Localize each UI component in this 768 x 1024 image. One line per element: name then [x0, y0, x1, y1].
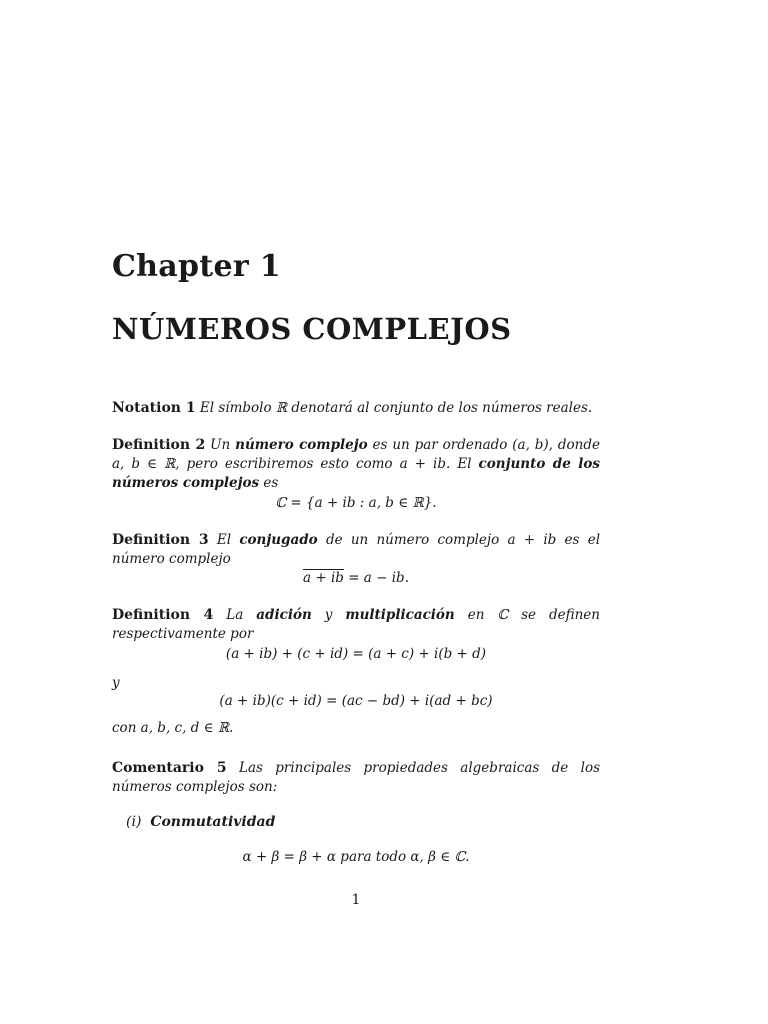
property-item-1-title: Conmutatividad: [150, 814, 276, 830]
definition-3-label: Definition 3: [112, 532, 209, 548]
definition-2-equation: ℂ = {a + ib : a, b ∈ ℝ}.: [275, 495, 437, 511]
definition-4-tail: con a, b, c, d ∈ ℝ.: [112, 720, 234, 736]
definition-3-term: conjugado: [239, 532, 318, 548]
notation-1-text: El símbolo ℝ denotará al conjunto de los números reales.: [199, 400, 593, 416]
definition-4-text-3: en ℂ se definen respectivamente por: [112, 607, 600, 642]
addition-equation: (a + ib) + (c + id) = (a + c) + i(b + d): [225, 646, 487, 662]
definition-4-label: Definition 4: [112, 607, 214, 623]
definition-4-text-1: La: [226, 607, 257, 623]
definition-2-label: Definition 2: [112, 437, 206, 453]
commutativity-equation: α + β = β + α para todo α, β ∈ ℂ.: [242, 849, 470, 865]
property-item-1: [126, 814, 275, 830]
definition-2-text-2: es un par ordenado (a, b), donde a, b ∈ ℝ, pero escribiremos esto como a + ib. El: [112, 437, 600, 472]
definition-4-text-2: y: [311, 607, 346, 623]
definition-2-text-3: es: [259, 475, 279, 491]
notation-1: [112, 399, 600, 418]
conjugate-expression: a + ib: [303, 570, 344, 586]
comentario-5: [112, 759, 600, 797]
definition-2-term-1: número complejo: [235, 437, 368, 453]
chapter-title: NÚMEROS COMPLEJOS: [112, 312, 512, 346]
conjugate-result: = a − ib.: [343, 570, 409, 586]
definition-3-text-2: de un número complejo a + ib es el número complejo: [112, 532, 601, 567]
definition-3-text-1: El: [216, 532, 240, 548]
definition-3: [112, 531, 600, 569]
document-page: [112, 0, 600, 1024]
comentario-5-text: Las principales propiedades algebraicas de los números complejos son:: [112, 760, 600, 795]
multiplication-equation: (a + ib)(c + id) = (ac − bd) + i(ad + bc): [219, 693, 493, 709]
chapter-number: Chapter 1: [112, 249, 281, 284]
definition-3-equation: [112, 570, 600, 586]
notation-1-label: Notation 1: [112, 400, 196, 416]
definition-4-term-2: multiplicación: [345, 607, 455, 623]
connector-y: y: [112, 675, 120, 691]
definition-4: [112, 606, 600, 644]
page-number: 1: [351, 892, 361, 908]
comentario-5-label: Comentario 5: [112, 760, 227, 776]
definition-2-term-2: conjunto de los números complejos: [112, 456, 600, 491]
definition-2: [112, 436, 600, 493]
definition-2-text-1: Un: [210, 437, 236, 453]
property-item-1-number: (i): [126, 814, 142, 830]
definition-4-term-1: adición: [256, 607, 312, 623]
